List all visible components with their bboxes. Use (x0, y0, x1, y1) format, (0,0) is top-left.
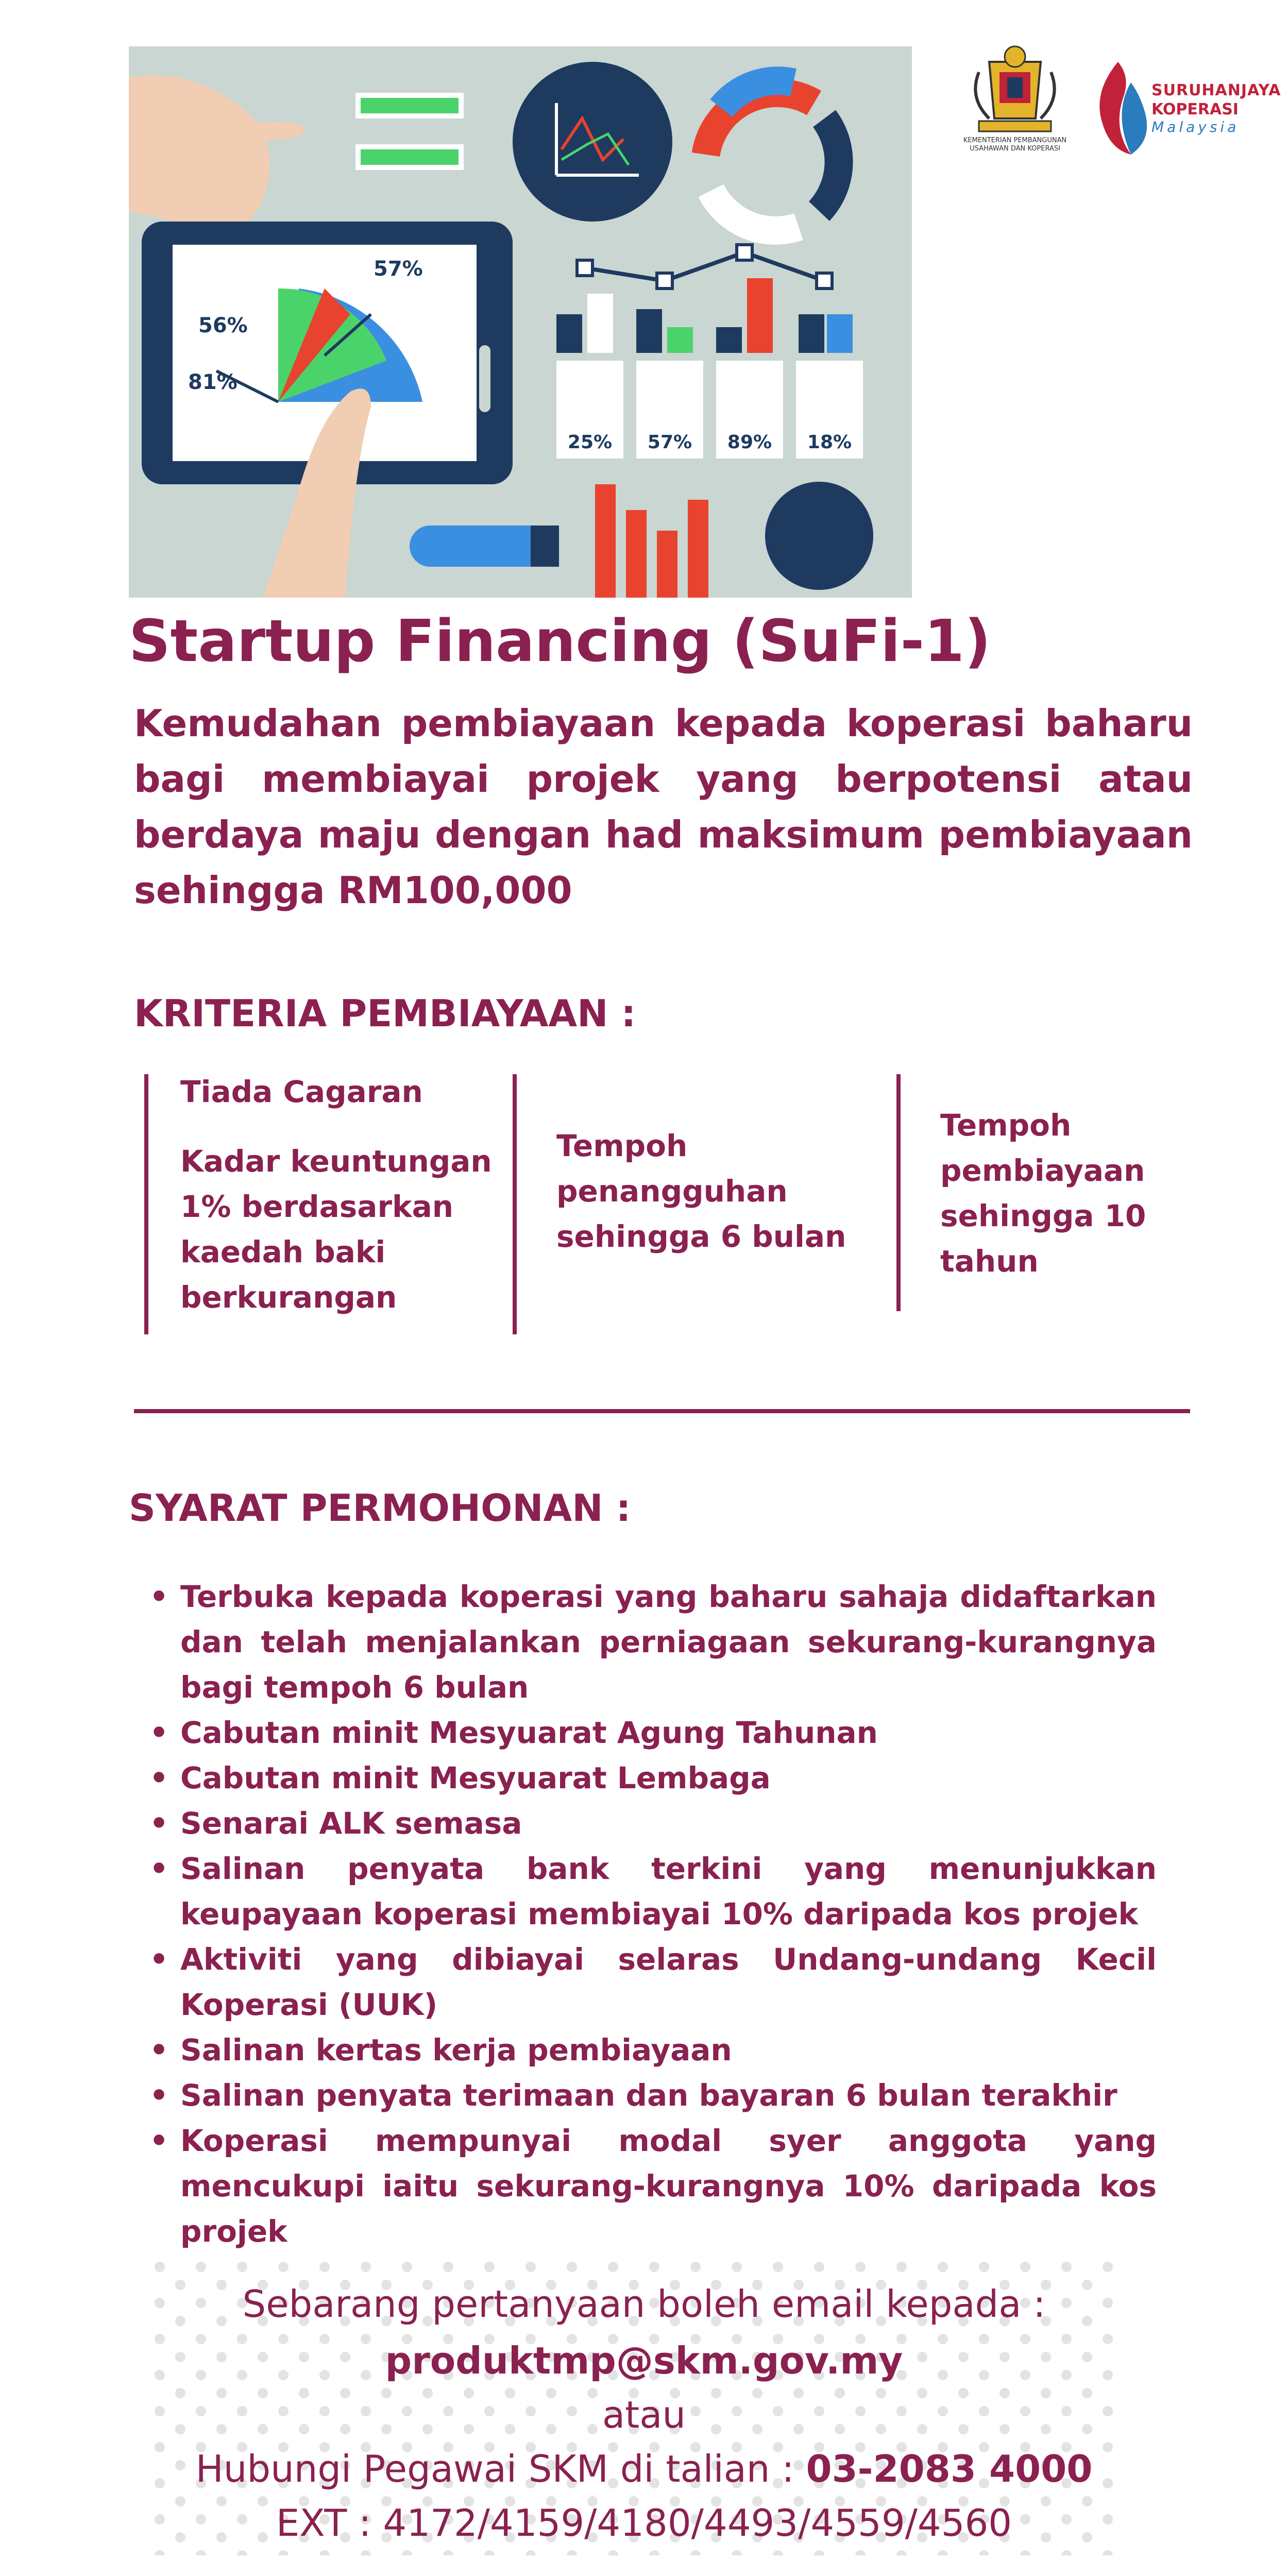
bar-label-1: 25% (567, 432, 613, 453)
kriteria-column-3-bar (896, 1074, 901, 1311)
contact-email[interactable]: produktmp@skm.gov.my (385, 2339, 903, 2382)
kriteria-column-2-bar (513, 1074, 517, 1334)
list-item: • Koperasi mempunyai modal syer anggota yang mencukupi iaitu sekurang-kurangnya 10% daripada kos projek (149, 2118, 1157, 2254)
finance-illustration (129, 46, 912, 598)
contact-or: atau (602, 2393, 686, 2436)
page-title: Startup Financing (SuFi-1) (129, 608, 991, 675)
list-item: • Terbuka kepada koperasi yang baharu sahaja didaftarkan dan telah menjalankan perniagaan sekurang-kurangnya bagi tempoh 6 bulan (149, 1574, 1157, 1710)
ministry-caption: KEMENTERIAN PEMBANGUNAN USAHAWAN DAN KOPERASI (963, 137, 1067, 152)
kriteria-item-penangguhan: Tempoh penangguhan sehingga 6 bulan (556, 1128, 846, 1254)
kriteria-item-tempoh: Tempoh pembiayaan sehingga 10 tahun (940, 1108, 1146, 1279)
contact-phone-line (0, 2447, 1288, 2490)
hero-illustration (129, 46, 912, 598)
contact-extensions: EXT : 4172/4159/4180/4493/4559/4560 (276, 2501, 1012, 2545)
list-item: • Aktiviti yang dibiayai selaras Undang-undang Kecil Koperasi (UUK) (149, 1937, 1157, 2027)
tablet-label-2: 56% (198, 314, 248, 337)
kriteria-item-cagaran: Tiada Cagaran (180, 1074, 423, 1109)
tablet-label-3: 81% (188, 370, 238, 394)
intro-paragraph: Kemudahan pembiayaan kepada koperasi baharu bagi membiayai projek yang berpotensi atau berdaya maju dengan had maksimum pembiayaan sehingga RM100,000 (134, 702, 1193, 912)
kriteria-heading: KRITERIA PEMBIAYAAN : (134, 992, 636, 1035)
skm-logo-line3: Malaysia (1151, 118, 1240, 135)
contact-phone-prefix: Hubungi Pegawai SKM di talian : (195, 2447, 806, 2490)
list-item: • Cabutan minit Mesyuarat Agung Tahunan (149, 1710, 1157, 1755)
kriteria-column-1-bar (144, 1074, 148, 1334)
contact-phone-number[interactable]: 03-2083 4000 (806, 2447, 1093, 2490)
list-item: • Senarai ALK semasa (149, 1801, 1157, 1846)
tablet-label-1: 57% (374, 257, 423, 281)
bar-label-3: 89% (727, 432, 772, 453)
bar-label-4: 18% (807, 432, 852, 453)
skm-logo-line1: SURUHANJAYA (1151, 81, 1281, 99)
list-item: • Salinan penyata terimaan dan bayaran 6 bulan terakhir (149, 2073, 1157, 2118)
list-item: • Salinan penyata bank terkini yang menunjukkan keupayaan koperasi membiayai 10% daripada kos projek (149, 1846, 1157, 1937)
bar-label-2: 57% (647, 432, 692, 453)
list-item: • Salinan kertas kerja pembiayaan (149, 2027, 1157, 2073)
kriteria-item-kadar: Kadar keuntungan 1% berdasarkan kaedah baki berkurangan (180, 1144, 492, 1315)
section-divider (134, 1409, 1190, 1413)
syarat-list (149, 1574, 1157, 2254)
syarat-heading: SYARAT PERMOHONAN : (129, 1486, 631, 1530)
contact-intro: Sebarang pertanyaan boleh email kepada : (242, 2282, 1046, 2326)
skm-logo-line2: KOPERASI (1151, 100, 1239, 118)
list-item: • Cabutan minit Mesyuarat Lembaga (149, 1755, 1157, 1801)
